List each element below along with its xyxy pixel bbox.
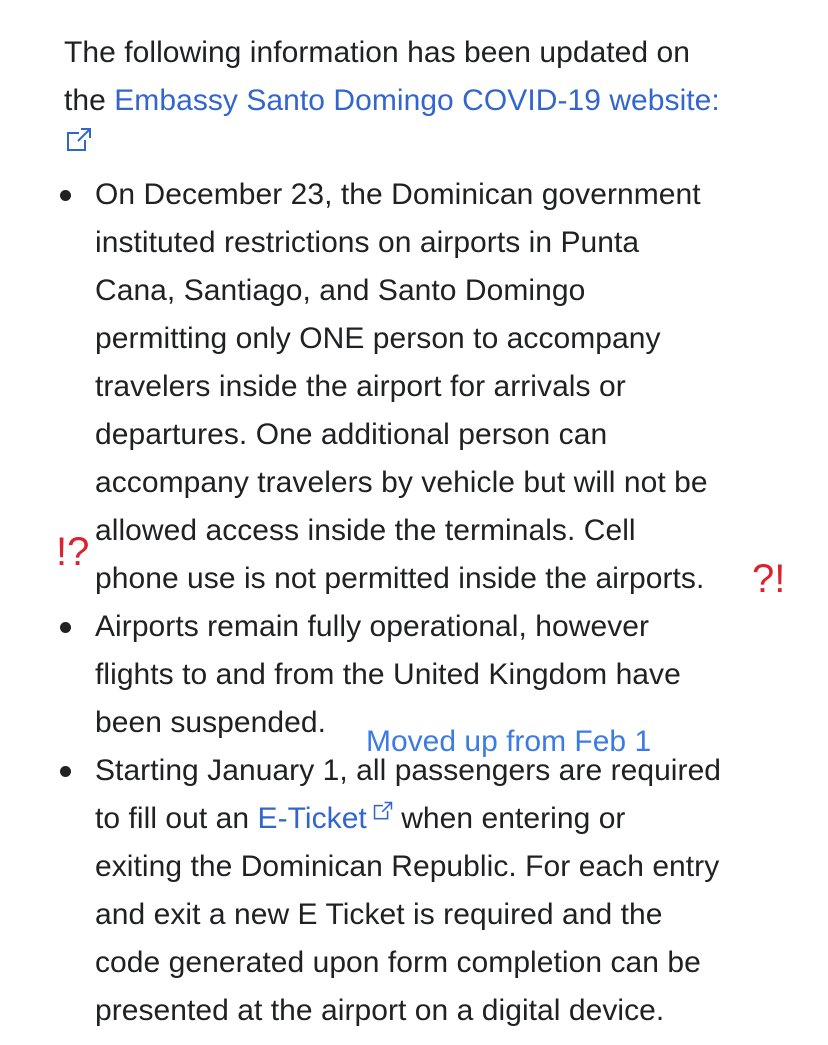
external-link-icon[interactable]: [66, 127, 92, 153]
bullet-dot: [60, 190, 71, 201]
bullet-3-line-3: exiting the Dominican Republic. For each entry: [95, 850, 720, 883]
annotation-right-mark: ?!: [752, 557, 786, 601]
bullet-3-line-6: presented at the airport on a digital device.: [95, 994, 665, 1027]
annotation-note: Moved up from Feb 1: [366, 725, 652, 758]
bullet-3-line-5: code generated upon form completion can be: [95, 946, 701, 979]
bullet-2-line-2: flights to and from the United Kingdom have: [95, 658, 681, 691]
bullet-3-line-2-suffix: when entering or: [392, 802, 626, 835]
bullet-3-line-4: and exit a new E Ticket is required and the: [95, 898, 663, 931]
bullet-3-line-1: Starting January 1, all passengers are required: [95, 754, 722, 787]
bullet-1-line-9: phone use is not permitted inside the airports.: [95, 562, 705, 595]
intro-line-2: [64, 77, 720, 125]
bullet-1-line-7: accompany travelers by vehicle but will not be: [95, 466, 708, 499]
external-link-icon[interactable]: [373, 801, 393, 821]
bullet-2-line-3: been suspended.: [95, 706, 326, 739]
bullet-1-line-8: allowed access inside the terminals. Cell: [95, 514, 636, 547]
bullet-1-line-1: On December 23, the Dominican government: [95, 178, 701, 211]
bullet-1-line-2: instituted restrictions on airports in Punta: [95, 226, 640, 259]
embassy-covid-link[interactable]: Embassy Santo Domingo COVID-19 website:: [114, 84, 720, 117]
e-ticket-link[interactable]: E-Ticket: [257, 802, 367, 835]
bullet-3-line-2: [95, 795, 625, 843]
intro-line-1: The following information has been updated on: [64, 36, 691, 69]
intro-line-2-prefix: the: [64, 84, 115, 117]
bullet-dot: [60, 766, 71, 777]
bullet-3-line-2-prefix: to fill out an: [95, 802, 258, 835]
annotation-left-mark: !?: [56, 530, 90, 574]
bullet-1-line-3: Cana, Santiago, and Santo Domingo: [95, 274, 586, 307]
bullet-1-line-4: permitting only ONE person to accompany: [95, 322, 661, 355]
bullet-1-line-6: departures. One additional person can: [95, 418, 608, 451]
bullet-dot: [60, 622, 71, 633]
bullet-2-line-1: Airports remain fully operational, however: [95, 610, 650, 643]
bullet-1-line-5: travelers inside the airport for arrivals or: [95, 370, 626, 403]
